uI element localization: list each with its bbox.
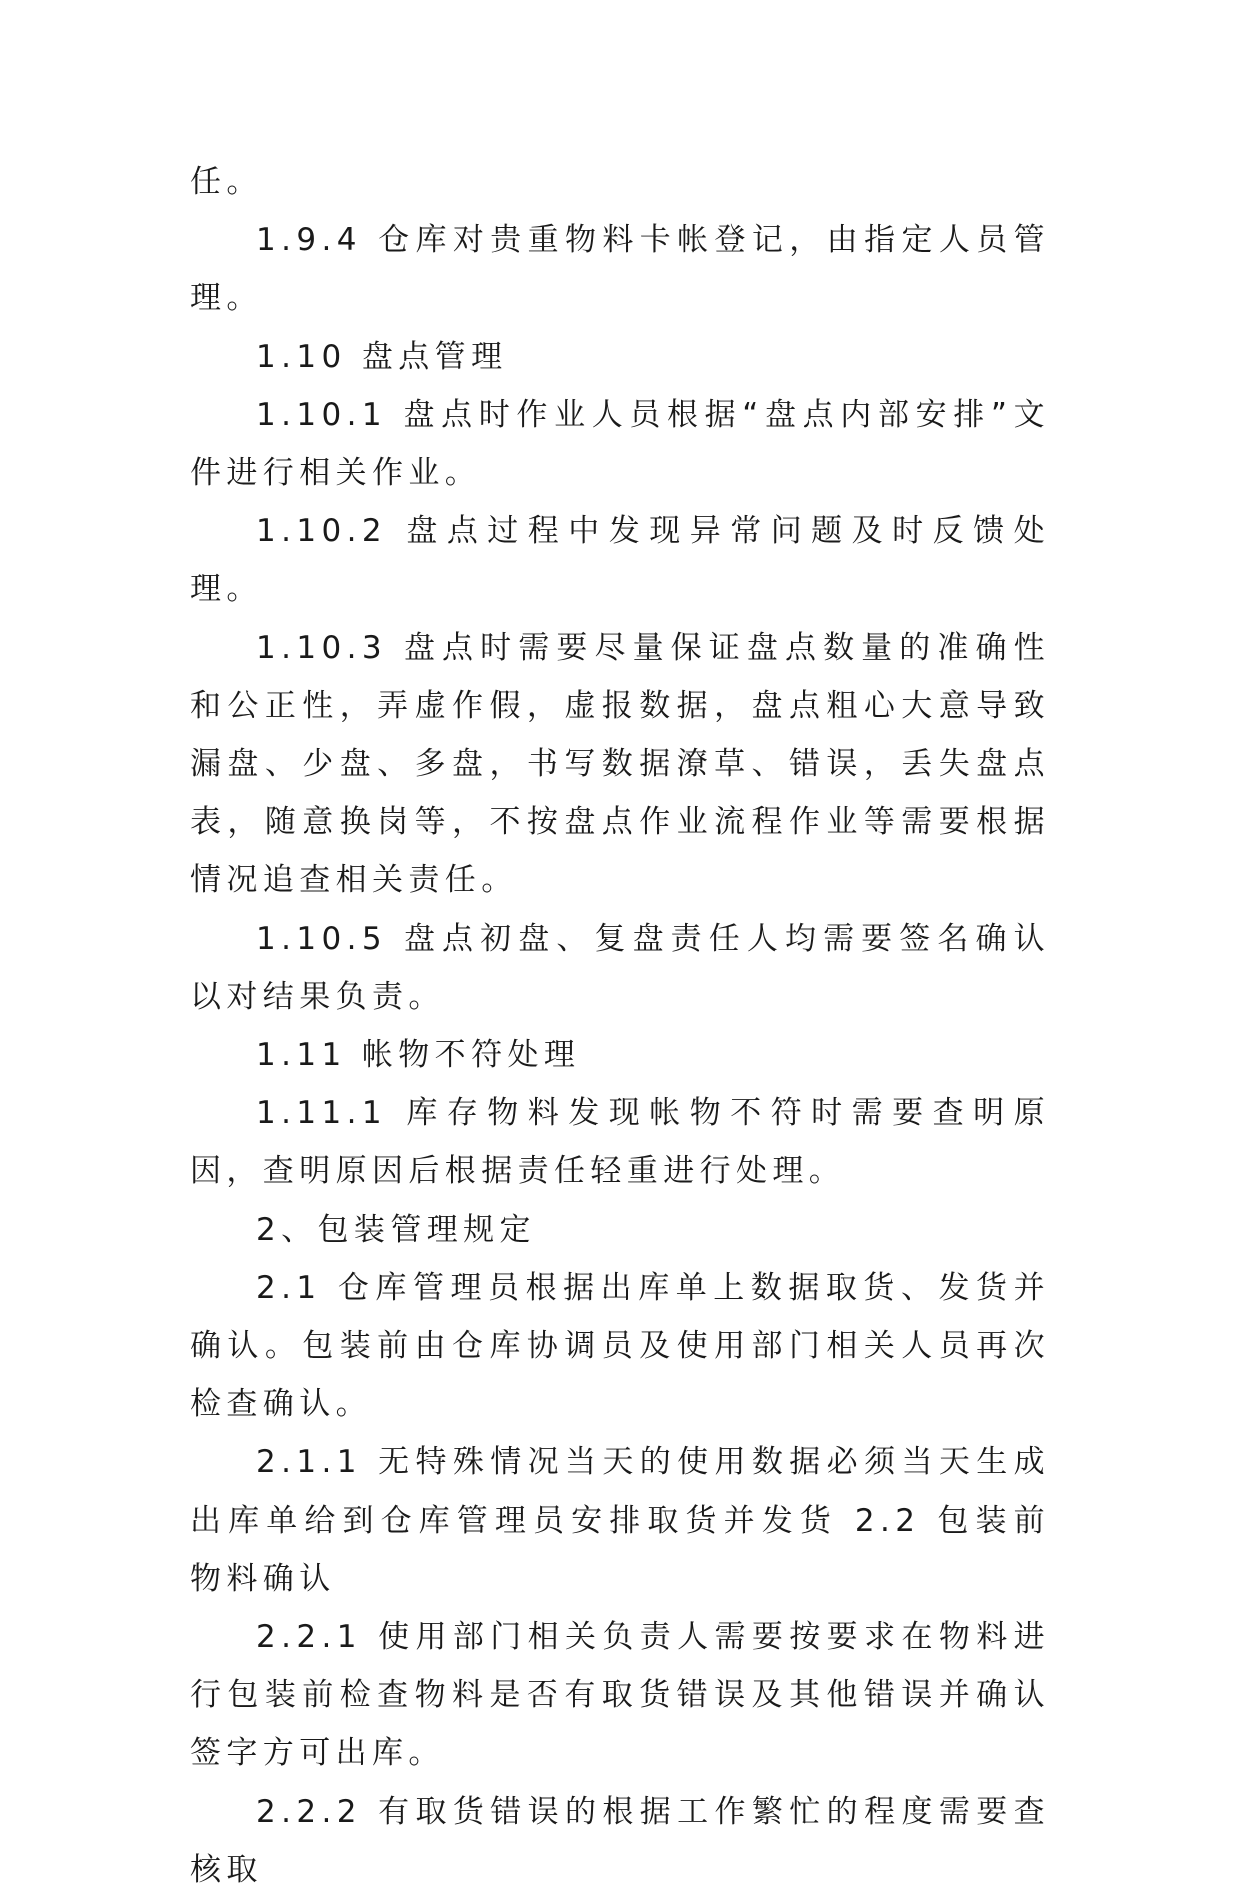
- paragraph-2-2-1: 2.2.1 使用部门相关负责人需要按要求在物料进行包装前检查物料是否有取货错误及其他错误并确认签字方可出库。: [190, 1619, 1050, 1772]
- paragraph-1-10-1: 1.10.1 盘点时作业人员根据“盘点内部安排”文件进行相关作业。: [190, 396, 1050, 492]
- heading-2: 2、包装管理规定: [256, 1211, 536, 1248]
- document-body: [190, 153, 1050, 1899]
- paragraph-continuation: 任。: [190, 164, 263, 200]
- paragraph-1-10-3: 1.10.3 盘点时需要尽量保证盘点数量的准确性和公正性，弄虚作假，虚报数据，盘点粗心大意导致漏盘、少盘、多盘，书写数据潦草、错误，丢失盘点表，随意换岗等，不按盘点作业流程作业等需要根据情况追查相关责任。: [190, 629, 1050, 899]
- paragraph-2-1-1: 2.1.1 无特殊情况当天的使用数据必须当天生成出库单给到仓库管理员安排取货并发货 2.2 包装前物料确认: [190, 1444, 1050, 1597]
- paragraph-2-1: 2.1 仓库管理员根据出库单上数据取货、发货并确认。包装前由仓库协调员及使用部门相关人员再次检查确认。: [190, 1269, 1050, 1423]
- heading-1-11: 1.11 帐物不符处理: [256, 1037, 581, 1074]
- paragraph-1-10-2: 1.10.2 盘点过程中发现异常问题及时反馈处理。: [190, 513, 1050, 608]
- paragraph-1-11-1: 1.11.1 库存物料发现帐物不符时需要查明原因，查明原因后根据责任轻重进行处理。: [190, 1095, 1050, 1190]
- paragraph-1-9-4: 1.9.4 仓库对贵重物料卡帐登记，由指定人员管理。: [190, 222, 1050, 317]
- paragraph-2-2-2: 2.2.2 有取货错误的根据工作繁忙的程度需要查核取: [190, 1793, 1050, 1888]
- heading-1-10: 1.10 盘点管理: [256, 338, 508, 375]
- paragraph-1-10-5: 1.10.5 盘点初盘、复盘责任人均需要签名确认以对结果负责。: [190, 920, 1050, 1015]
